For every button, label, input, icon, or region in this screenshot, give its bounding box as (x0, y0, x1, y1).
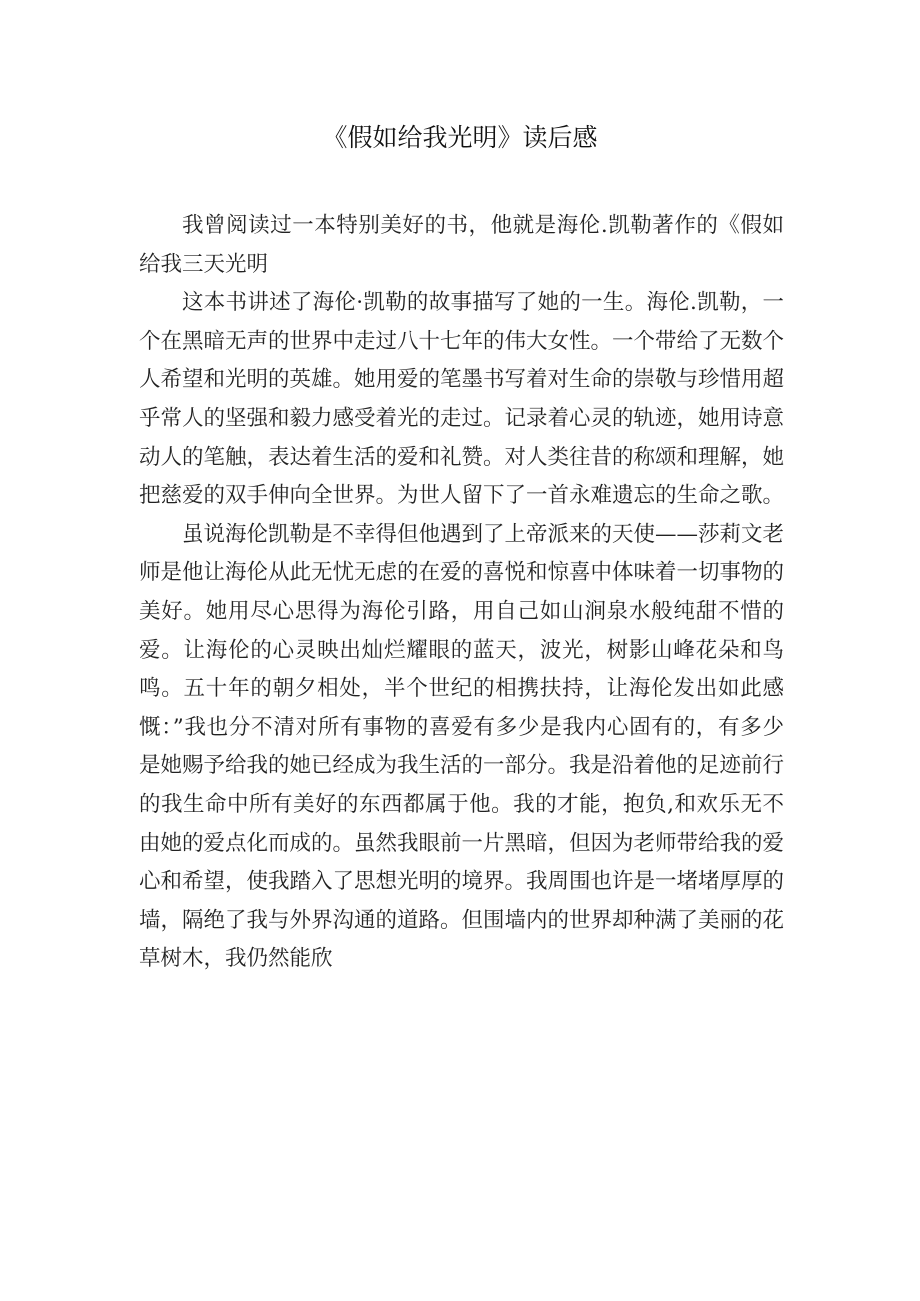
paragraph-3: 虽说海伦凯勒是不幸得但他遇到了上帝派来的天使——莎莉文老师是他让海伦从此无忧无虑的在爱的喜悦和惊喜中体味着一切事物的美好。她用尽心思得为海伦引路，用自己如山涧泉水般纯甜不惜的爱。让海伦的心灵映出灿烂耀眼的蓝天，波光，树影山峰花朵和鸟鸣。五十年的朝夕相处，半个世纪的相携扶持，让海伦发出如此感慨：”我也分不清对所有事物的喜爱有多少是我内心固有的，有多少是她赐予给我的她已经成为我生活的一部分。我是沿着他的足迹前行的我生命中所有美好的东西都属于他。我的才能，抱负,和欢乐无不由她的爱点化而成的。虽然我眼前一片黑暗，但因为老师带给我的爱心和希望，使我踏入了思想光明的境界。我周围也许是一堵堵厚厚的墙，隔绝了我与外界沟通的道路。但围墙内的世界却种满了美丽的花草树木，我仍然能欣 (139, 521, 785, 972)
document-body (139, 207, 784, 979)
paragraph-1: 我曾阅读过一本特别美好的书，他就是海伦.凯勒著作的《假如给我三天光明 (139, 213, 784, 277)
paragraph-2: 这本书讲述了海伦·凯勒的故事描写了她的一生。海伦.凯勒，一个在黑暗无声的世界中走过八十七年的伟大女性。一个带给了无数个人希望和光明的英雄。她用爱的笔墨书写着对生命的崇敬与珍惜用超乎常人的坚强和毅力感受着光的走过。记录着心灵的轨迹，她用诗意动人的笔触，表达着生活的爱和礼赞。对人类往昔的称颂和理解，她把慈爱的双手伸向全世界。为世人留下了一首永难遗忘的生命之歌。 (139, 290, 785, 509)
document-title: 《假如给我光明》读后感 (322, 123, 598, 152)
